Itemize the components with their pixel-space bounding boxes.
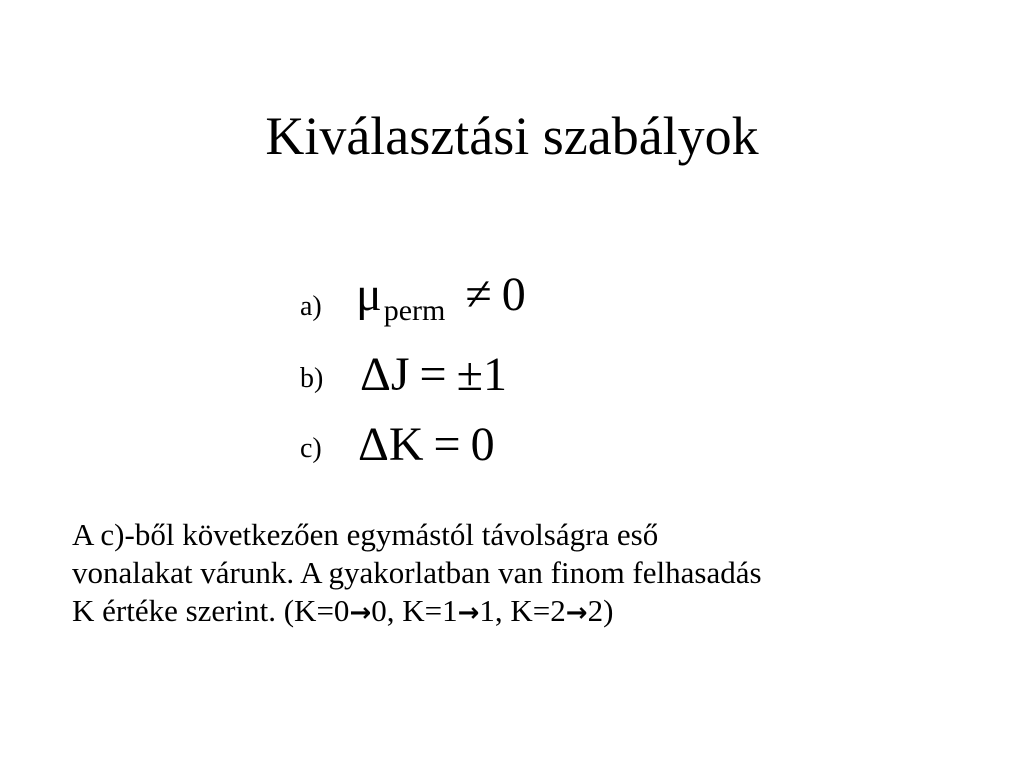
paragraph-segment-3: 2) [587, 593, 614, 628]
paragraph-line-2: vonalakat várunk. A gyakorlatban van finom felhasadás [72, 555, 762, 590]
body-paragraph [72, 516, 982, 632]
paragraph-segment-1: 0, K=1 [371, 593, 458, 628]
arrow-right-icon: → [349, 598, 372, 628]
rule-c-value: 0 [470, 418, 495, 471]
rule-b-value: ±1 [456, 348, 507, 401]
rule-b-formula [360, 350, 507, 400]
rule-b-operator: = [419, 348, 447, 401]
rule-a-operator: ≠ [465, 268, 492, 321]
rule-b-label: b) [300, 363, 324, 394]
rule-c-formula [358, 420, 495, 470]
rule-c-label: c) [300, 433, 322, 464]
paragraph-line-3 [72, 593, 613, 628]
slide-title: Kiválasztási szabályok [265, 106, 759, 166]
arrow-right-icon: → [565, 598, 588, 628]
paragraph-line-3-prefix: K értéke szerint. (K=0 [72, 593, 350, 628]
rule-a-symbol: μ [356, 268, 382, 321]
arrow-right-icon: → [457, 598, 480, 628]
rule-a-value: 0 [501, 268, 526, 321]
rule-c-symbol: ΔK [358, 418, 424, 471]
rule-a-label: a) [300, 291, 322, 322]
paragraph-line-1: A c)-ből következően egymástól távolságra eső [72, 517, 659, 552]
rule-c-operator: = [433, 418, 461, 471]
rule-a-formula [356, 270, 526, 326]
rule-b-symbol: ΔJ [360, 348, 410, 401]
paragraph-segment-2: 1, K=2 [479, 593, 566, 628]
rule-a-subscript: perm [383, 294, 446, 327]
